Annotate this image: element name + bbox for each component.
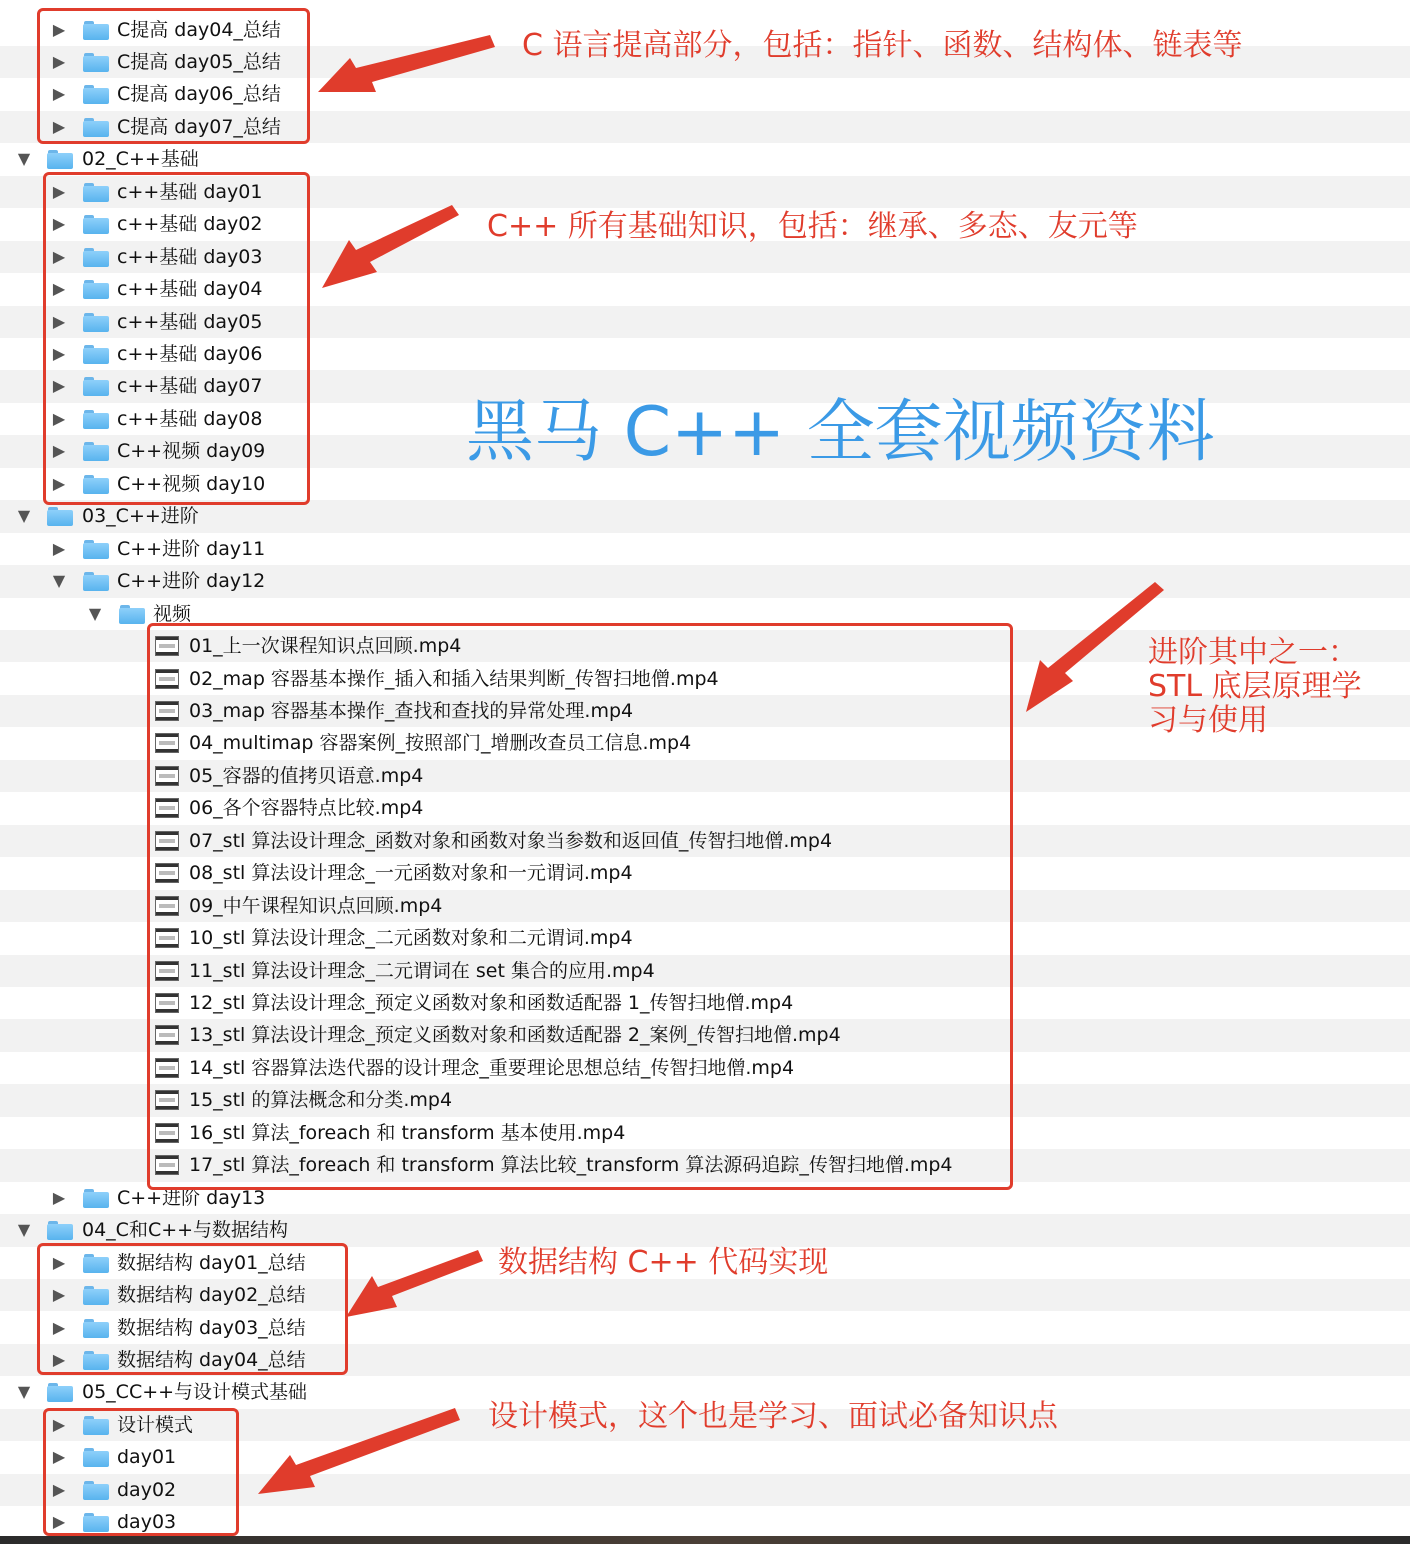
file-label: 07_stl 算法设计理念_函数对象和函数对象当参数和返回值_传智扫地僧.mp4 [189,829,833,852]
disclosure-collapsed-icon[interactable]: ▶ [52,1479,66,1499]
annotation-cpp-basics: C++ 所有基础知识，包括：继承、多态、友元等 [487,209,1138,244]
disclosure-collapsed-icon[interactable]: ▶ [52,51,66,71]
file-label: 06_各个容器特点比较.mp4 [189,797,424,820]
file-label: 11_stl 算法设计理念_二元谓词在 set 集合的应用.mp4 [189,959,655,982]
disclosure-collapsed-icon[interactable]: ▶ [52,181,66,201]
file-label: 16_stl 算法_foreach 和 transform 基本使用.mp4 [189,1121,626,1144]
annotation-c-advanced: C 语言提高部分，包括：指针、函数、结构体、链表等 [522,28,1243,63]
folder-label: 04_C和C++与数据结构 [82,1219,289,1242]
disclosure-collapsed-icon[interactable]: ▶ [52,1349,66,1369]
arrow-cpp-basics [322,205,459,288]
folder-label: 02_C++基础 [82,148,199,171]
file-label: 15_stl 的算法概念和分类.mp4 [189,1089,453,1112]
disclosure-collapsed-icon[interactable]: ▶ [52,1414,66,1434]
disclosure-expanded-icon[interactable]: ▼ [17,1382,31,1402]
disclosure-collapsed-icon[interactable]: ▶ [52,344,66,363]
folder-label: C++视频 day09 [117,440,266,463]
folder-label: c++基础 day08 [117,407,263,430]
disclosure-expanded-icon[interactable]: ▼ [17,149,31,169]
file-label: 13_stl 算法设计理念_预定义函数对象和函数适配器 2_案例_传智扫地僧.mp4 [189,1024,841,1047]
arrow-design-patterns [258,1408,460,1494]
file-label: 08_stl 算法设计理念_一元函数对象和一元谓词.mp4 [189,862,633,885]
disclosure-collapsed-icon[interactable]: ▶ [52,84,66,104]
annotation-data-structures: 数据结构 C++ 代码实现 [498,1245,829,1280]
annotation-design-patterns: 设计模式，这个也是学习、面试必备知识点 [488,1399,1058,1434]
folder-label: 数据结构 day02_总结 [117,1284,306,1307]
disclosure-collapsed-icon[interactable]: ▶ [52,311,66,331]
folder-label: 视频 [153,602,192,625]
bottom-strip [0,1536,1410,1544]
disclosure-collapsed-icon[interactable]: ▶ [52,1317,66,1337]
disclosure-collapsed-icon[interactable]: ▶ [52,1187,66,1207]
arrow-c-advanced [318,35,495,92]
disclosure-collapsed-icon[interactable]: ▶ [52,279,66,299]
folder-label: day03 [117,1511,177,1534]
folder-label: day02 [117,1478,177,1501]
file-label: 01_上一次课程知识点回顾.mp4 [189,635,462,658]
disclosure-expanded-icon[interactable]: ▼ [17,506,31,526]
disclosure-expanded-icon[interactable]: ▼ [17,1220,31,1240]
folder-label: C提高 day06_总结 [117,83,281,106]
folder-label: c++基础 day01 [117,180,263,203]
disclosure-expanded-icon[interactable]: ▼ [52,571,66,591]
folder-label: c++基础 day07 [117,375,263,398]
folder-label: c++基础 day03 [117,245,263,268]
folder-label: C提高 day04_总结 [117,18,281,41]
folder-label: 05_CC++与设计模式基础 [82,1381,308,1404]
folder-label: c++基础 day05 [117,310,263,333]
disclosure-expanded-icon[interactable]: ▼ [88,603,102,623]
disclosure-collapsed-icon[interactable]: ▶ [52,19,66,39]
folder-label: C++视频 day10 [117,472,266,495]
disclosure-collapsed-icon[interactable]: ▶ [52,441,66,461]
folder-label: C++进阶 day12 [117,570,266,593]
file-label: 02_map 容器基本操作_插入和插入结果判断_传智扫地僧.mp4 [189,667,719,690]
disclosure-collapsed-icon[interactable]: ▶ [52,408,66,428]
file-label: 14_stl 容器算法迭代器的设计理念_重要理论思想总结_传智扫地僧.mp4 [189,1056,795,1079]
file-label: 10_stl 算法设计理念_二元函数对象和二元谓词.mp4 [189,927,633,950]
file-label: 04_multimap 容器案例_按照部门_增删改查员工信息.mp4 [189,732,692,755]
folder-label: 数据结构 day03_总结 [117,1316,306,1339]
disclosure-collapsed-icon[interactable]: ▶ [52,246,66,266]
folder-label: 设计模式 [117,1413,194,1436]
disclosure-collapsed-icon[interactable]: ▶ [52,1447,66,1467]
folder-label: c++基础 day06 [117,343,263,365]
folder-label: c++基础 day02 [117,213,263,236]
arrow-data-structures [346,1250,483,1317]
disclosure-collapsed-icon[interactable]: ▶ [52,214,66,234]
arrow-stl [1026,582,1164,712]
folder-label: day01 [117,1446,177,1469]
folder-label: C++进阶 day13 [117,1186,266,1209]
disclosure-collapsed-icon[interactable]: ▶ [52,376,66,396]
disclosure-collapsed-icon[interactable]: ▶ [52,1512,66,1532]
folder-label: 数据结构 day01_总结 [117,1251,306,1274]
file-label: 05_容器的值拷贝语意.mp4 [189,764,424,787]
disclosure-collapsed-icon[interactable]: ▶ [52,116,66,136]
file-label: 12_stl 算法设计理念_预定义函数对象和函数适配器 1_传智扫地僧.mp4 [189,992,794,1014]
disclosure-collapsed-icon[interactable]: ▶ [52,1285,66,1305]
disclosure-collapsed-icon[interactable]: ▶ [52,1252,66,1272]
disclosure-collapsed-icon[interactable]: ▶ [52,473,66,493]
folder-label: C++进阶 day11 [117,537,266,560]
folder-label: C提高 day07_总结 [117,115,281,138]
file-label: 09_中午课程知识点回顾.mp4 [189,894,443,917]
annotation-stl: 进阶其中之一：STL 底层原理学习与使用 [1148,635,1362,738]
file-label: 17_stl 算法_foreach 和 transform 算法比较_transform 算法源码追踪_传智扫地僧.mp4 [189,1154,953,1177]
file-label: 03_map 容器基本操作_查找和查找的异常处理.mp4 [189,699,634,722]
folder-label: 03_C++进阶 [82,505,199,528]
folder-label: 数据结构 day04_总结 [117,1348,306,1371]
folder-label: C提高 day05_总结 [117,50,281,73]
folder-label: c++基础 day04 [117,278,263,301]
title-banner: 黑马 C++ 全套视频资料 [466,393,1215,472]
disclosure-collapsed-icon[interactable]: ▶ [52,538,66,558]
